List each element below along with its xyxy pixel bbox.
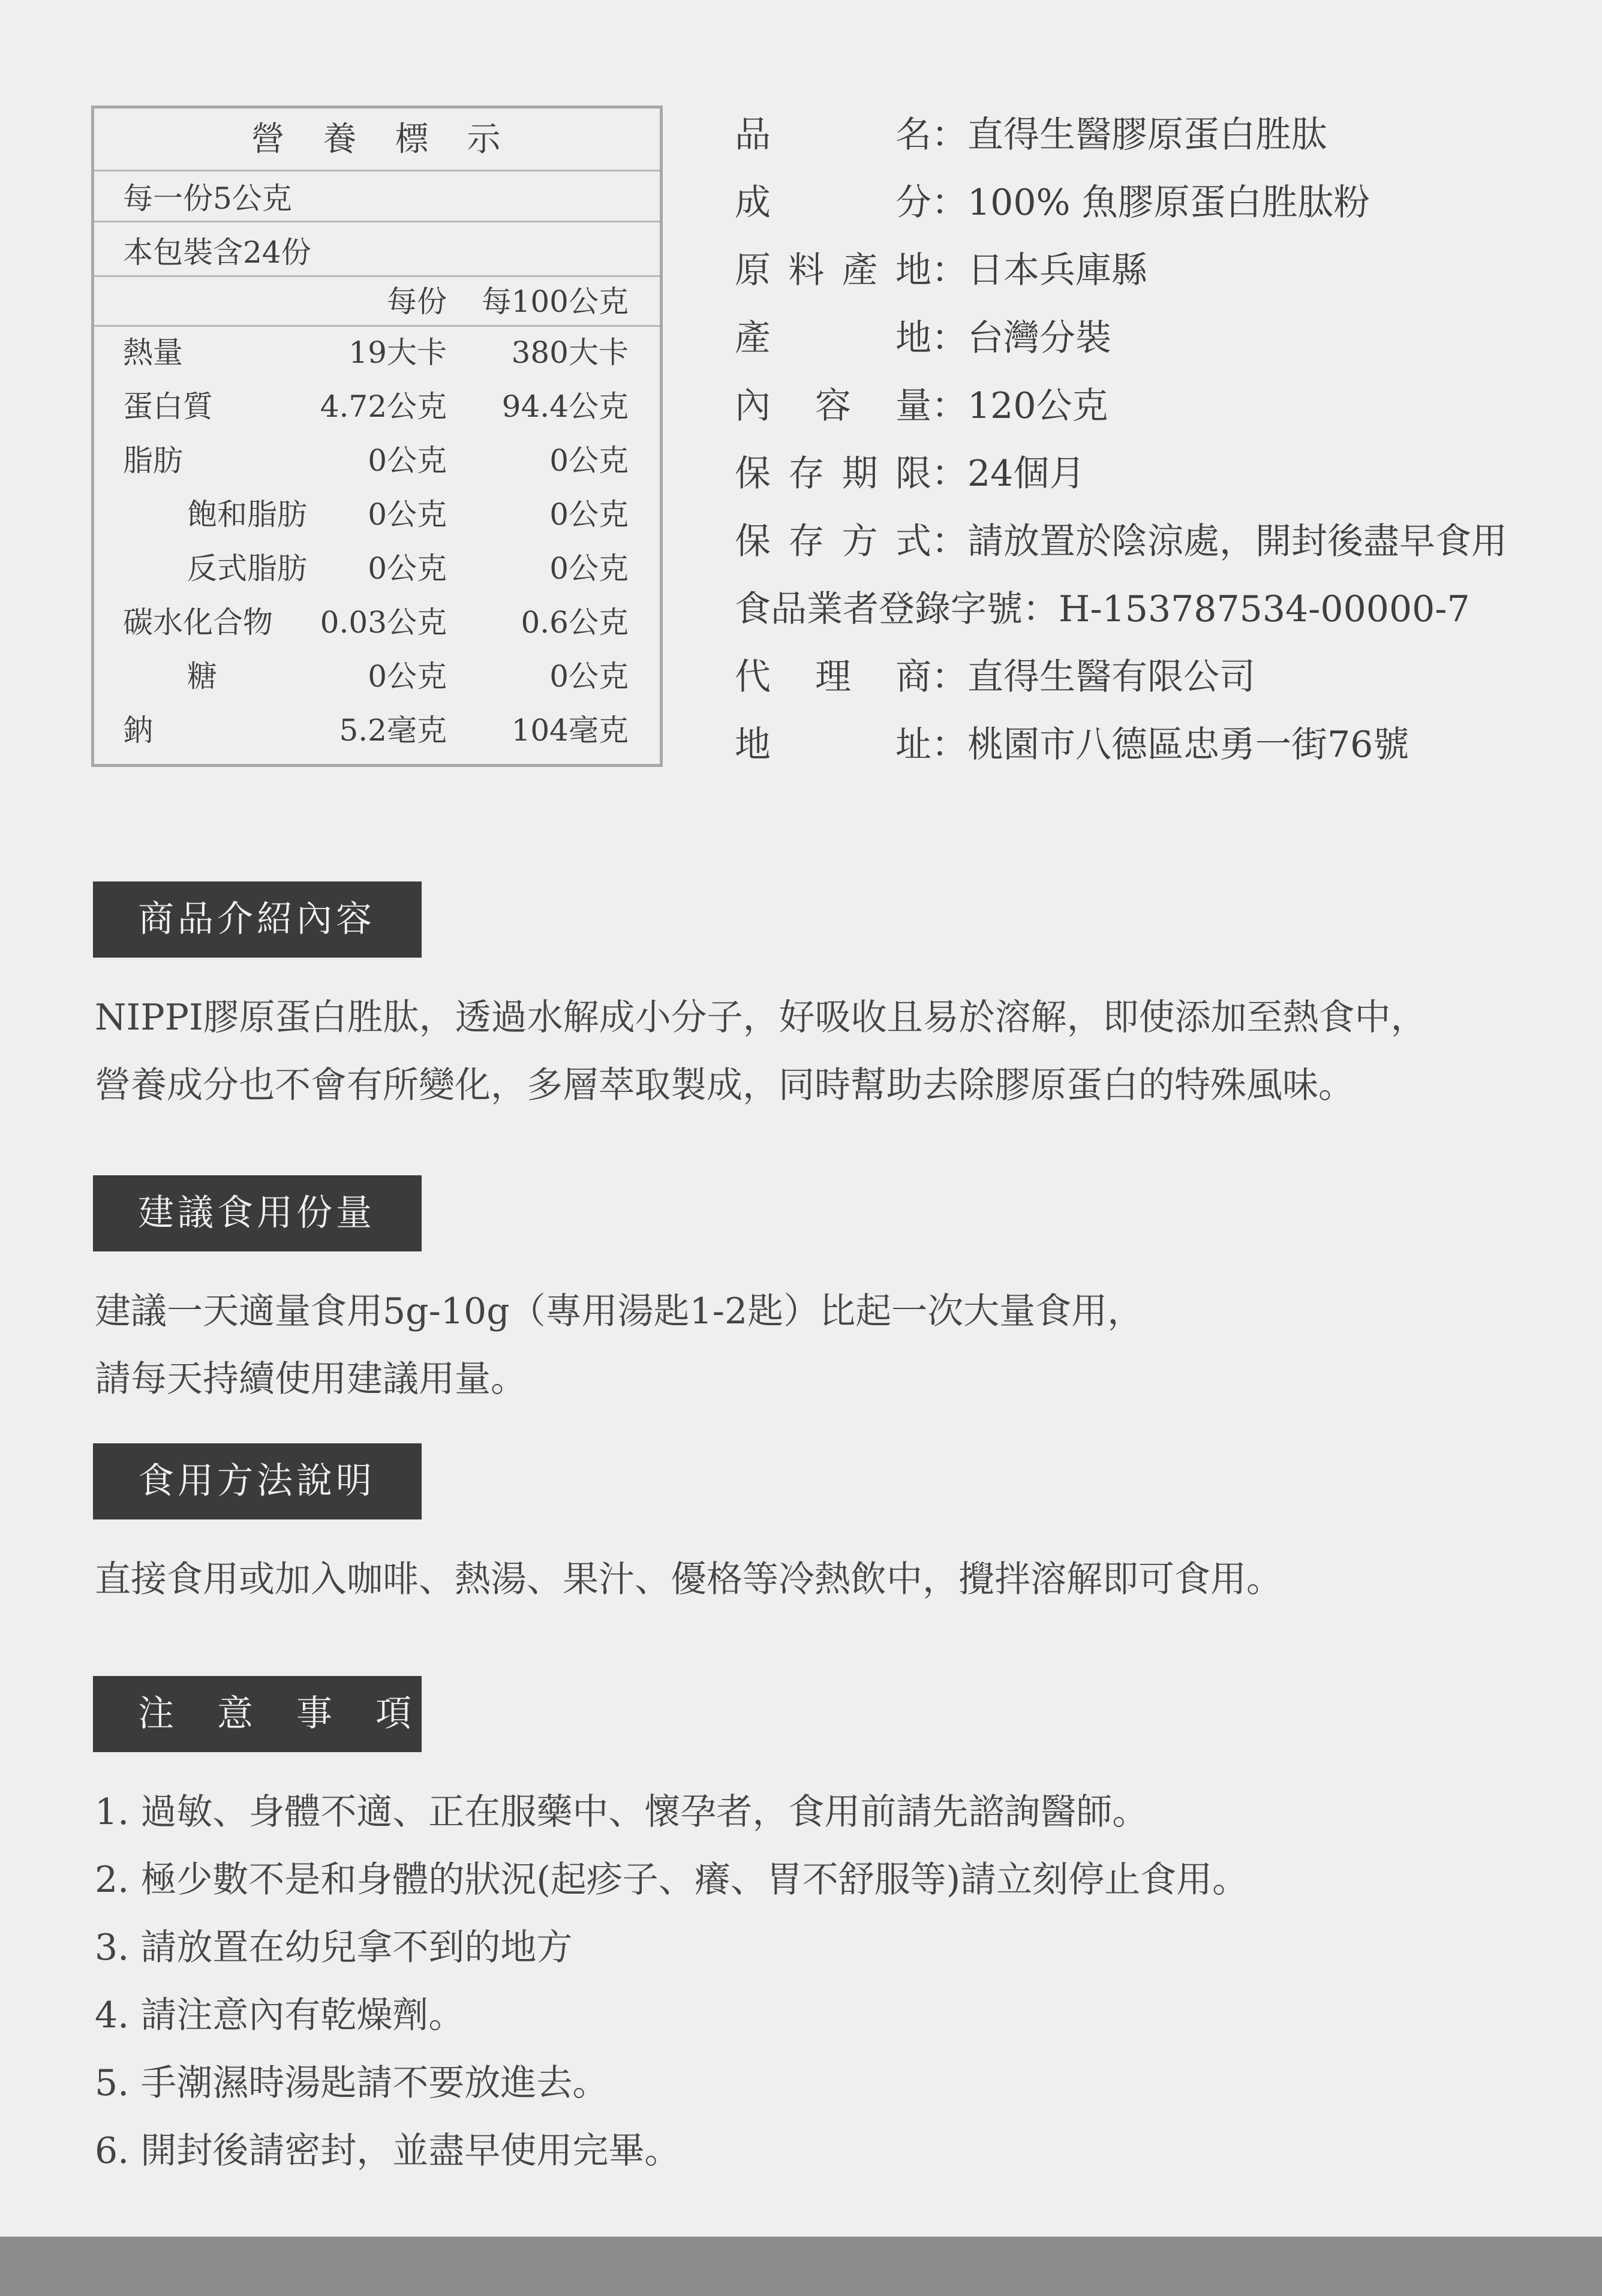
- section-header: 建議食用份量: [93, 1175, 422, 1251]
- info-label: 地址: [735, 724, 931, 766]
- section-text-line: 4. 請注意內有乾燥劑。: [95, 1994, 465, 2036]
- info-row: [735, 114, 1327, 156]
- info-value: 24個月: [967, 453, 1086, 495]
- per-serving-value: 19大卡: [348, 335, 447, 370]
- nutrient-label: 脂肪: [123, 443, 183, 478]
- info-value: 100% 魚膠原蛋白胜肽粉: [967, 182, 1370, 224]
- servings-per-pack: 本包裝含24份: [123, 235, 311, 270]
- per-serving-value: 0公克: [368, 659, 447, 694]
- section-text-line: 3. 請放置在幼兒拿不到的地方: [95, 1927, 573, 1969]
- info-row: [735, 182, 1370, 224]
- per-100g-value: 0公克: [549, 659, 629, 694]
- info-value: H-153787534-00000-7: [1059, 588, 1470, 630]
- per-serving-value: 4.72公克: [320, 389, 447, 424]
- info-value: 120公克: [967, 385, 1108, 427]
- info-row: [735, 385, 1108, 427]
- nutrient-label: 糖: [187, 659, 217, 694]
- per-serving-value: 0公克: [368, 443, 447, 478]
- nutrient-label: 鈉: [123, 713, 153, 748]
- nutrient-label: 碳水化合物: [123, 605, 273, 640]
- per-serving-value: 5.2毫克: [339, 713, 447, 748]
- footer-bar: [0, 2237, 1602, 2296]
- col-header-per-100g: 每100公克: [481, 284, 629, 319]
- divider: [94, 170, 660, 171]
- section-text-line: 5. 手潮濕時湯匙請不要放進去。: [95, 2062, 609, 2104]
- info-label: 保存方式: [735, 520, 931, 562]
- info-value: 台灣分裝: [967, 317, 1111, 359]
- nutrient-label: 反式脂肪: [187, 551, 307, 586]
- colon: ：: [931, 724, 967, 766]
- per-100g-value: 94.4公克: [501, 389, 629, 424]
- colon: ：: [931, 317, 967, 359]
- info-label: 成分: [735, 182, 931, 224]
- section-header: 商品介紹內容: [93, 881, 422, 958]
- divider: [94, 221, 660, 222]
- nutrient-label: 飽和脂肪: [187, 497, 307, 532]
- section-text-line: 直接食用或加入咖啡、熱湯、果汁、優格等冷熱飲中，攪拌溶解即可食用。: [95, 1558, 1282, 1600]
- section-text-line: 營養成分也不會有所變化，多層萃取製成，同時幫助去除膠原蛋白的特殊風味。: [95, 1064, 1354, 1106]
- info-value: 請放置於陰涼處，開封後盡早食用: [967, 520, 1507, 562]
- section-text-line: 請每天持續使用建議用量。: [95, 1358, 527, 1400]
- info-row: [735, 656, 1255, 698]
- nutrient-label: 熱量: [123, 335, 183, 370]
- info-label: 原料產地: [735, 249, 931, 291]
- per-serving-value: 0公克: [368, 551, 447, 586]
- per-serving-value: 0.03公克: [320, 605, 447, 640]
- info-label: 保存期限: [735, 453, 931, 495]
- per-100g-value: 104毫克: [511, 713, 629, 748]
- info-row: [735, 453, 1085, 495]
- per-100g-value: 0公克: [549, 443, 629, 478]
- col-header-per-serving: 每份: [387, 284, 447, 319]
- info-label: 食品業者登錄字號: [735, 588, 1023, 630]
- colon: ：: [931, 656, 967, 698]
- colon: ：: [931, 520, 967, 562]
- info-value: 日本兵庫縣: [967, 249, 1147, 291]
- info-label: 代理商: [735, 656, 931, 698]
- section-text-line: 1. 過敏、身體不適、正在服藥中、懷孕者，食用前請先諮詢醫師。: [95, 1791, 1149, 1833]
- per-100g-value: 0.6公克: [521, 605, 629, 640]
- info-label: 內容量: [735, 385, 931, 427]
- nutrition-title: 營 養 標 示: [251, 120, 503, 159]
- info-value: 桃園市八德區忠勇一街76號: [967, 724, 1409, 766]
- info-value: 直得生醫膠原蛋白胜肽: [967, 114, 1327, 156]
- section-header: 食用方法說明: [93, 1443, 422, 1519]
- divider: [94, 325, 660, 327]
- per-100g-value: 0公克: [549, 497, 629, 532]
- info-row: [735, 249, 1147, 291]
- info-row: [735, 588, 1470, 630]
- info-label: 品名: [735, 114, 931, 156]
- per-100g-value: 380大卡: [511, 335, 629, 370]
- info-row: [735, 317, 1111, 359]
- nutrient-label: 蛋白質: [123, 389, 213, 424]
- section-header: 注 意 事 項: [93, 1676, 422, 1752]
- info-row: [735, 520, 1507, 562]
- colon: ：: [931, 249, 967, 291]
- info-label: 產地: [735, 317, 931, 359]
- colon: ：: [1023, 588, 1059, 630]
- colon: ：: [931, 114, 967, 156]
- nutrition-facts-table: [91, 106, 663, 767]
- colon: ：: [931, 385, 967, 427]
- section-text-line: 建議一天適量食用5g-10g（專用湯匙1-2匙）比起一次大量食用，: [95, 1290, 1144, 1332]
- section-text-line: 6. 開封後請密封，並盡早使用完畢。: [95, 2130, 681, 2172]
- info-value: 直得生醫有限公司: [967, 656, 1255, 698]
- per-serving-value: 0公克: [368, 497, 447, 532]
- serving-size: 每一份5公克: [123, 181, 292, 216]
- section-text-line: NIPPI膠原蛋白胜肽，透過水解成小分子，好吸收且易於溶解，即使添加至熱食中，: [95, 997, 1427, 1039]
- info-row: [735, 724, 1409, 766]
- divider: [94, 275, 660, 277]
- section-text-line: 2. 極少數不是和身體的狀況(起疹子、癢、胃不舒服等)請立刻停止食用。: [95, 1859, 1249, 1901]
- colon: ：: [931, 182, 967, 224]
- per-100g-value: 0公克: [549, 551, 629, 586]
- colon: ：: [931, 453, 967, 495]
